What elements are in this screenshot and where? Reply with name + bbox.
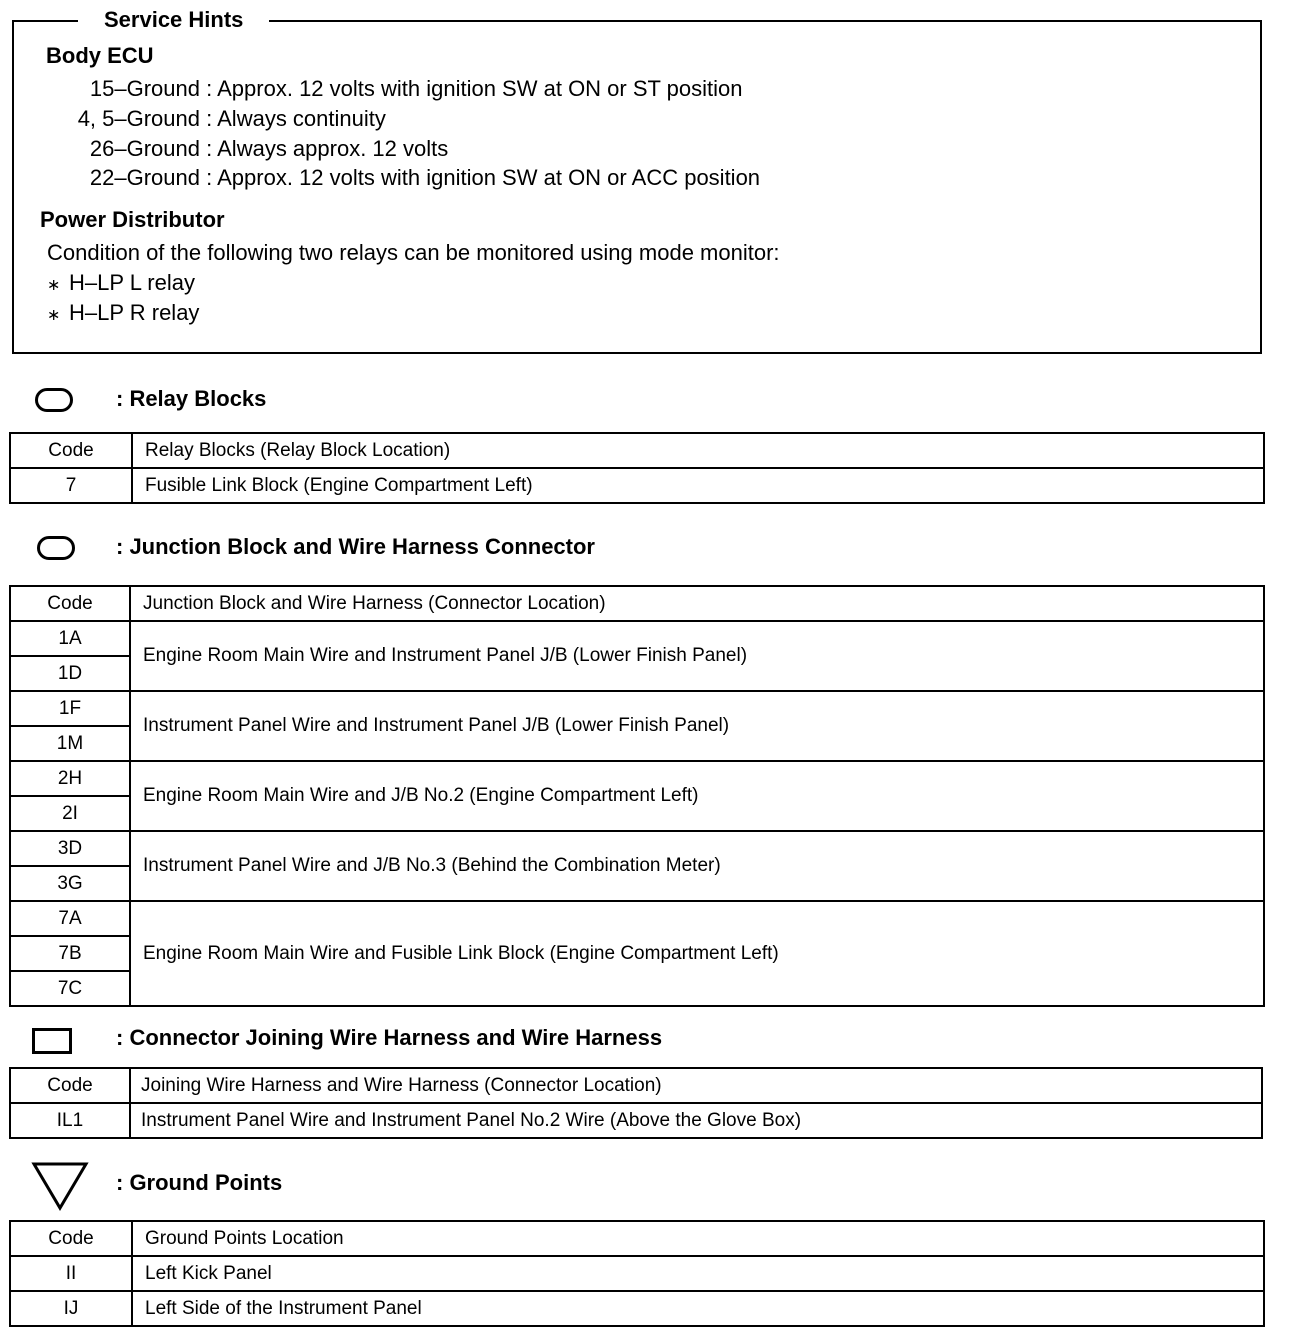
location-cell: Engine Room Main Wire and J/B No.2 (Engine Compartment Left) (130, 761, 1264, 831)
code-header: Code (10, 586, 130, 621)
code-cell: 7B (10, 936, 130, 971)
junction-block-table (9, 585, 1265, 1007)
power-distributor-intro: Condition of the following two relays can be monitored using mode monitor: (47, 240, 780, 265)
code-cell: 3D (10, 831, 130, 866)
ground-points-table (9, 1220, 1265, 1327)
table-row (10, 621, 1264, 656)
code-cell: 1A (10, 621, 130, 656)
joining-connector-table (9, 1067, 1263, 1139)
terminal-condition: : Approx. 12 volts with ignition SW at ON or ST position (206, 76, 743, 101)
power-distributor-heading: Power Distributor (40, 207, 225, 232)
code-cell: 1M (10, 726, 130, 761)
terminal-label: 26–Ground (89, 136, 200, 161)
body-ecu-line (40, 105, 386, 133)
terminal-label: 4, 5–Ground (77, 106, 200, 131)
relay-blocks-table (9, 432, 1265, 504)
code-header: Code (10, 433, 132, 468)
table-row (10, 1291, 1264, 1326)
terminal-condition: : Approx. 12 volts with ignition SW at ON or ACC position (206, 165, 761, 190)
location-header: Joining Wire Harness and Wire Harness (Connector Location) (130, 1068, 1262, 1103)
location-header: Junction Block and Wire Harness (Connector Location) (130, 586, 1264, 621)
relay-block-symbol-icon (35, 388, 73, 412)
location-header: Relay Blocks (Relay Block Location) (132, 433, 1264, 468)
code-cell: 1D (10, 656, 130, 691)
ground-point-triangle-icon (30, 1160, 90, 1212)
code-header: Code (10, 1221, 132, 1256)
location-cell: Engine Room Main Wire and Fusible Link Block (Engine Compartment Left) (130, 901, 1264, 1006)
table-row (10, 901, 1264, 936)
body-ecu-line (40, 75, 743, 103)
service-hints-title: Service Hints (78, 6, 269, 34)
table-row (10, 831, 1264, 866)
relay-name: H–LP R relay (69, 300, 200, 325)
location-cell: Instrument Panel Wire and Instrument Panel No.2 Wire (Above the Glove Box) (130, 1103, 1262, 1138)
code-cell: 2I (10, 796, 130, 831)
location-header: Ground Points Location (132, 1221, 1264, 1256)
table-header-row (10, 1221, 1264, 1256)
location-cell: Fusible Link Block (Engine Compartment Left) (132, 468, 1264, 503)
table-row (10, 1256, 1264, 1291)
relay-name: H–LP L relay (69, 270, 195, 295)
code-cell: 7A (10, 901, 130, 936)
code-cell: 2H (10, 761, 130, 796)
code-cell: IL1 (10, 1103, 130, 1138)
terminal-label: 22–Ground (89, 165, 200, 190)
terminal-condition: : Always approx. 12 volts (206, 136, 449, 161)
code-cell: 3G (10, 866, 130, 901)
location-cell: Left Kick Panel (132, 1256, 1264, 1291)
junction-block-symbol-icon (37, 536, 75, 560)
relay-list-item (47, 299, 199, 330)
table-header-row (10, 1068, 1262, 1103)
body-ecu-heading: Body ECU (46, 43, 154, 68)
asterisk-bullet-icon: ∗ (47, 307, 61, 324)
table-header-row (10, 433, 1264, 468)
relay-blocks-title: : Relay Blocks (116, 386, 267, 411)
location-cell: Instrument Panel Wire and Instrument Panel J/B (Lower Finish Panel) (130, 691, 1264, 761)
code-cell: IJ (10, 1291, 132, 1326)
code-cell: 7 (10, 468, 132, 503)
code-cell: 7C (10, 971, 130, 1006)
location-cell: Engine Room Main Wire and Instrument Panel J/B (Lower Finish Panel) (130, 621, 1264, 691)
triangle-shape (34, 1164, 86, 1208)
body-ecu-line (40, 135, 448, 163)
code-cell: II (10, 1256, 132, 1291)
relay-list-item (47, 269, 195, 300)
table-row (10, 1103, 1262, 1138)
joining-connector-symbol-icon (32, 1028, 72, 1054)
ground-points-title: : Ground Points (116, 1170, 283, 1195)
asterisk-bullet-icon: ∗ (47, 277, 61, 294)
joining-connector-title: : Connector Joining Wire Harness and Wire Harness (116, 1025, 663, 1050)
terminal-label: 15–Ground (89, 76, 200, 101)
location-cell: Instrument Panel Wire and J/B No.3 (Behind the Combination Meter) (130, 831, 1264, 901)
junction-block-title: : Junction Block and Wire Harness Connector (116, 534, 595, 559)
code-header: Code (10, 1068, 130, 1103)
body-ecu-line (40, 164, 760, 192)
table-row (10, 691, 1264, 726)
code-cell: 1F (10, 691, 130, 726)
terminal-condition: : Always continuity (206, 106, 386, 131)
table-row (10, 761, 1264, 796)
table-header-row (10, 586, 1264, 621)
table-row (10, 468, 1264, 503)
location-cell: Left Side of the Instrument Panel (132, 1291, 1264, 1326)
